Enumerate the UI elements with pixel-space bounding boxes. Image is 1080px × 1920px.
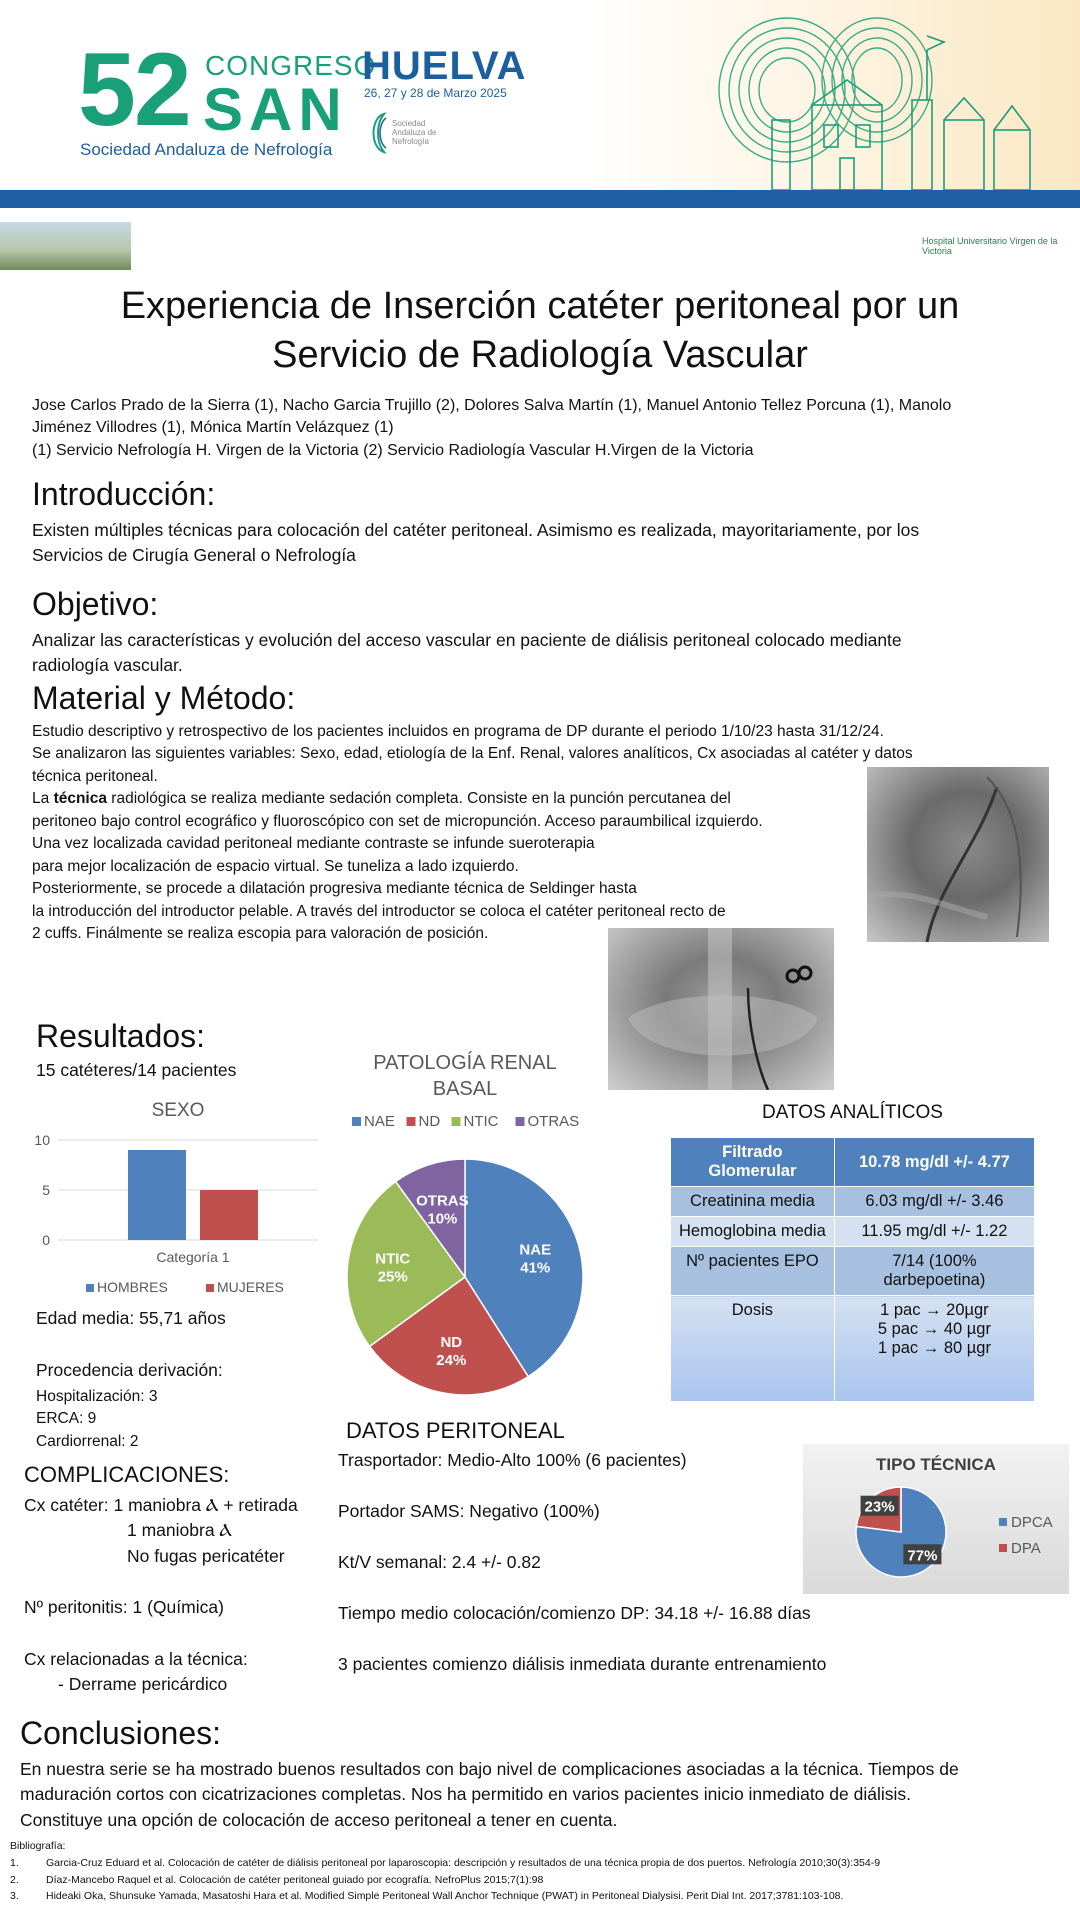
peritoneal-item: Portador SAMS: Negativo (100%): [338, 1501, 600, 1521]
peritoneal-item: Tiempo medio colocación/comienzo DP: 34.18 +/- 16.88 días: [338, 1603, 811, 1623]
bibliografia: [10, 1838, 1070, 1905]
complicacion-line: Nº peritonitis: 1 (Química): [24, 1597, 224, 1618]
metodo-line: técnica peritoneal.: [32, 767, 158, 785]
metodo-line: Una vez localizada cavidad peritoneal mediante contraste se infunde sueroterapia: [32, 835, 595, 853]
table-row: [671, 1138, 1035, 1187]
metodo-line: peritoneo bajo control ecográfico y fluoroscópico con set de micropunción. Acceso paraumbilical izquierdo.: [32, 812, 763, 830]
tecnica-title: TIPO TÉCNICA: [876, 1455, 996, 1474]
patologia-legend-label: OTRAS: [527, 1113, 580, 1130]
sexo-gridlines: [58, 1140, 318, 1240]
procedencia-item: Hospitalización: 3: [36, 1388, 158, 1405]
metodo-line: Posteriormente, se procede a dilatación progresiva mediante técnica de Seldinger hasta: [32, 880, 637, 898]
bib-item: [10, 1872, 1070, 1889]
analiticos-heading: DATOS ANALÍTICOS: [762, 1102, 943, 1123]
patologia-slice-name: OTRAS: [416, 1192, 469, 1210]
patologia-slice-name: ND: [440, 1333, 463, 1351]
complicacion-line: - Derrame pericárdico: [58, 1673, 228, 1694]
patologia-legend-label: NTIC: [463, 1113, 499, 1130]
table-cell-key: Nº pacientes EPO: [671, 1247, 835, 1296]
authors-block: [32, 395, 1042, 462]
sexo-legend-label: MUJERES: [217, 1279, 284, 1295]
sexo-bar-hombres: [128, 1150, 186, 1240]
sexo-bar-mujeres: [200, 1190, 258, 1240]
table-cell-key: Dosis: [671, 1296, 835, 1402]
metodo-heading: Material y Método:: [32, 680, 296, 716]
complicacion-line: Cx relacionadas a la técnica:: [24, 1648, 248, 1669]
procedencia-title: Procedencia derivación:: [36, 1360, 223, 1380]
table-cell-key: Filtrado Glomerular: [671, 1138, 835, 1187]
tecnica-slice-percent: 23%: [864, 1498, 895, 1516]
metodo-line: para mejor localización de espacio virtual. Se tuneliza a lado izquierdo.: [32, 857, 519, 875]
metodo-text-part: radiológica se realiza mediante sedación completa. Consiste en la punción percutanea del: [106, 790, 731, 808]
objetivo-heading: Objetivo:: [32, 586, 159, 622]
bib-item: [10, 1888, 1070, 1905]
patologia-legend-swatch: [407, 1117, 416, 1126]
banner-stripe: [0, 190, 1080, 208]
sexo-y-tick-label: 10: [34, 1132, 50, 1148]
conclusion-line: En nuestra serie se ha mostrado buenos resultados con bajo nivel de complicaciones asociadas a la técnica. Tiempos de: [20, 1759, 959, 1779]
congress-city: HUELVA: [362, 44, 527, 88]
resultados-subtitle: 15 catéteres/14 pacientes: [36, 1060, 237, 1080]
metodo-line: la introducción del introductor pelable. A través del introductor se coloca el catéter peritoneal recto de: [32, 902, 726, 920]
tecnica-legend-label: DPA: [1011, 1540, 1041, 1557]
congress-label: CONGRESO: [205, 50, 377, 81]
complicaciones-text: [24, 1493, 298, 1697]
conclusiones-heading: Conclusiones:: [20, 1715, 221, 1751]
analiticos-table: [670, 1137, 1035, 1402]
hospital-logo: Hospital Universitario Virgen de la Victoria: [922, 236, 1058, 256]
table-row: [671, 1247, 1035, 1296]
table-cell-value: 7/14 (100% darbepoetina): [834, 1247, 1034, 1296]
tecnica-legend-label: DPCA: [1011, 1514, 1053, 1531]
sexo-legend-label: HOMBRES: [97, 1279, 168, 1295]
patologia-slice-percent: 24%: [436, 1351, 467, 1369]
patologia-slice-name: NTIC: [375, 1250, 411, 1268]
fluoroscopy-image-2: [608, 928, 834, 1090]
patologia-legend-swatch: [516, 1117, 525, 1126]
authors-line-2: Jiménez Villodres (1), Mónica Martín Velázquez (1): [32, 419, 394, 437]
patologia-title-line-1: PATOLOGÍA RENAL: [373, 1052, 557, 1074]
sexo-chart-title: SEXO: [151, 1100, 205, 1121]
patologia-pie-chart: [340, 1045, 640, 1405]
table-row: [671, 1217, 1035, 1247]
table-cell-value: 11.95 mg/dl +/- 1.22: [834, 1217, 1034, 1247]
bib-text: Hideaki Oka, Shunsuke Yamada, Masatoshi Hara et al. Modified Simple Peritoneal Wall Anchor Technique (PWAT) in Peritoneal Dialysisi. Perit Dial Int. 2017;3781:103-108.: [46, 1890, 844, 1903]
bib-text: Díaz-Mancebo Raquel et al. Colocación de catéter peritoneal guiado por ecografía. NefroPlus 2015;7(1):98: [46, 1873, 544, 1886]
intro-line-2: Servicios de Cirugía General o Nefrología: [32, 545, 356, 566]
metodo-line: Estudio descriptivo y retrospectivo de los pacientes incluidos en programa de DP durante el periodo 1/10/23 hasta 31/12/24.: [32, 723, 884, 740]
objetivo-text: [32, 628, 1062, 679]
sexo-legend-swatch: [86, 1284, 94, 1292]
sexo-legend: [86, 1279, 284, 1295]
seal-text: Sociedad Andaluza de Nefrología: [392, 119, 437, 146]
sexo-y-tick-label: 0: [42, 1232, 50, 1248]
tecnica-legend-swatch: [999, 1544, 1007, 1552]
sexo-bar-chart: [28, 1090, 328, 1300]
dosis-line: 5 pac → 40 µgr: [877, 1320, 991, 1338]
edad-media: Edad media: 55,71 años: [36, 1308, 226, 1328]
huelva-monument-illustration: [712, 10, 1042, 190]
society-name: Sociedad Andaluza de Nefrología: [80, 140, 333, 159]
complicaciones-heading: COMPLICACIONES:: [24, 1462, 230, 1487]
conclusiones-text: [20, 1757, 1070, 1833]
patologia-legend-swatch: [352, 1117, 361, 1126]
title-line-1: Experiencia de Inserción catéter peritoneal por un: [120, 285, 960, 327]
tecnica-legend: [999, 1514, 1053, 1557]
fluoroscopy-image-1: [867, 767, 1049, 942]
complicacion-line: No fugas pericatéter: [127, 1545, 285, 1566]
procedencia-list: [36, 1386, 157, 1453]
complicacion-line: Cx catéter: 1 maniobra Ⲁ + retirada: [24, 1495, 298, 1515]
peritoneal-item: Trasportador: Medio-Alto 100% (6 pacientes): [338, 1450, 687, 1470]
patologia-legend-swatch: [452, 1117, 461, 1126]
procedencia-item: ERCA: 9: [36, 1410, 97, 1428]
table-row: [671, 1187, 1035, 1217]
conclusion-line: Constituye una opción de colocación de acceso peritoneal a tener en cuenta.: [20, 1809, 618, 1830]
table-cell-value: [834, 1296, 1034, 1402]
congress-dates: 26, 27 y 28 de Marzo 2025: [364, 86, 507, 100]
tecnica-chart-box: [803, 1444, 1069, 1594]
patologia-slice-percent: 41%: [520, 1259, 551, 1277]
objetivo-line-1: Analizar las características y evolución del acceso vascular en paciente de diálisis peritoneal colocado mediante: [32, 630, 902, 650]
congress-san: SAN: [203, 76, 348, 143]
patologia-legend-label: NAE: [364, 1113, 395, 1130]
patologia-slice-name: NAE: [519, 1241, 552, 1259]
peritoneal-list: [338, 1450, 826, 1705]
tecnica-pie-chart: [803, 1444, 1069, 1594]
bib-item: [10, 1855, 1070, 1872]
sexo-category-label: Categoría 1: [156, 1249, 230, 1265]
peritoneal-item: Kt/V semanal: 2.4 +/- 0.82: [338, 1552, 541, 1572]
dosis-line: 1 pac → 80 µgr: [877, 1339, 991, 1357]
intro-line-1: Existen múltiples técnicas para colocación del catéter peritoneal. Asimismo es realizada, mayoritariamente, por los: [32, 520, 920, 540]
sexo-y-ticks: [34, 1132, 50, 1248]
sexo-bars: [128, 1150, 258, 1240]
table-cell-value: 6.03 mg/dl +/- 3.46: [834, 1187, 1034, 1217]
patologia-slice-percent: 25%: [377, 1268, 408, 1286]
title-line-2: Servicio de Radiología Vascular: [272, 334, 808, 377]
authors-line-1: Jose Carlos Prado de la Sierra (1), Nacho Garcia Trujillo (2), Dolores Salva Martín (1), Manuel Antonio Tellez Porcuna (1), Manolo: [32, 397, 952, 414]
table-cell-key: Creatinina media: [671, 1187, 835, 1217]
complicacion-line: 1 maniobra Ⲁ: [127, 1520, 232, 1541]
intro-text: [32, 518, 1062, 569]
procedencia-item: Cardiorrenal: 2: [36, 1432, 139, 1450]
sexo-y-tick-label: 5: [42, 1182, 50, 1198]
congress-number: 52: [78, 32, 190, 148]
bib-number: 3.: [10, 1890, 19, 1903]
poster-title: [40, 282, 1040, 381]
hospital-building-photo: [0, 222, 131, 270]
intro-heading: Introducción:: [32, 476, 216, 512]
tecnica-legend-swatch: [999, 1518, 1007, 1526]
bib-number: 2.: [10, 1873, 19, 1886]
table-cell-key: Hemoglobina media: [671, 1217, 835, 1247]
patologia-legend: [352, 1113, 579, 1130]
resultados-heading: Resultados:: [36, 1018, 205, 1054]
metodo-text-part: La: [32, 790, 54, 808]
bib-number: 1.: [10, 1856, 19, 1869]
bib-text: Garcia-Cruz Eduard et al. Colocación de catéter de diálisis peritoneal por laparoscopia: descripción y resultados de una técnica propia de dos puertos. Nefrología 2010;30(3):354-9: [46, 1856, 881, 1869]
dosis-line: 1 pac → 20µgr: [880, 1301, 989, 1319]
objetivo-line-2: radiología vascular.: [32, 655, 183, 676]
affiliations: (1) Servicio Nefrología H. Virgen de la Victoria (2) Servicio Radiología Vascular H.Virgen de la Victoria: [32, 441, 754, 459]
metodo-line: 2 cuffs. Finálmente se realiza escopia para valoración de posición.: [32, 925, 489, 943]
peritoneal-heading: DATOS PERITONEAL: [346, 1418, 565, 1443]
patologia-legend-label: ND: [418, 1113, 441, 1130]
patologia-slice-percent: 10%: [427, 1210, 458, 1228]
table-cell-value: 10.78 mg/dl +/- 4.77: [834, 1138, 1034, 1187]
peritoneal-item: 3 pacientes comienzo diálisis inmediata durante entrenamiento: [338, 1654, 827, 1674]
conclusion-line: maduración cortos con cicatrizaciones completas. Nos ha permitido en varios pacientes inicio inmediato de diálisis.: [20, 1784, 911, 1805]
metodo-line: Se analizaron las siguientes variables: Sexo, edad, etiología de la Enf. Renal, valores analíticos, Cx asociadas al catéter y datos: [32, 745, 913, 763]
sexo-legend-swatch: [206, 1284, 214, 1292]
metodo-emphasis: técnica: [53, 790, 107, 808]
patologia-title-line-2: BASAL: [432, 1078, 498, 1100]
table-row: [671, 1296, 1035, 1402]
tecnica-slice-percent: 77%: [907, 1547, 938, 1565]
bibliografia-heading: Bibliografía:: [10, 1840, 66, 1852]
